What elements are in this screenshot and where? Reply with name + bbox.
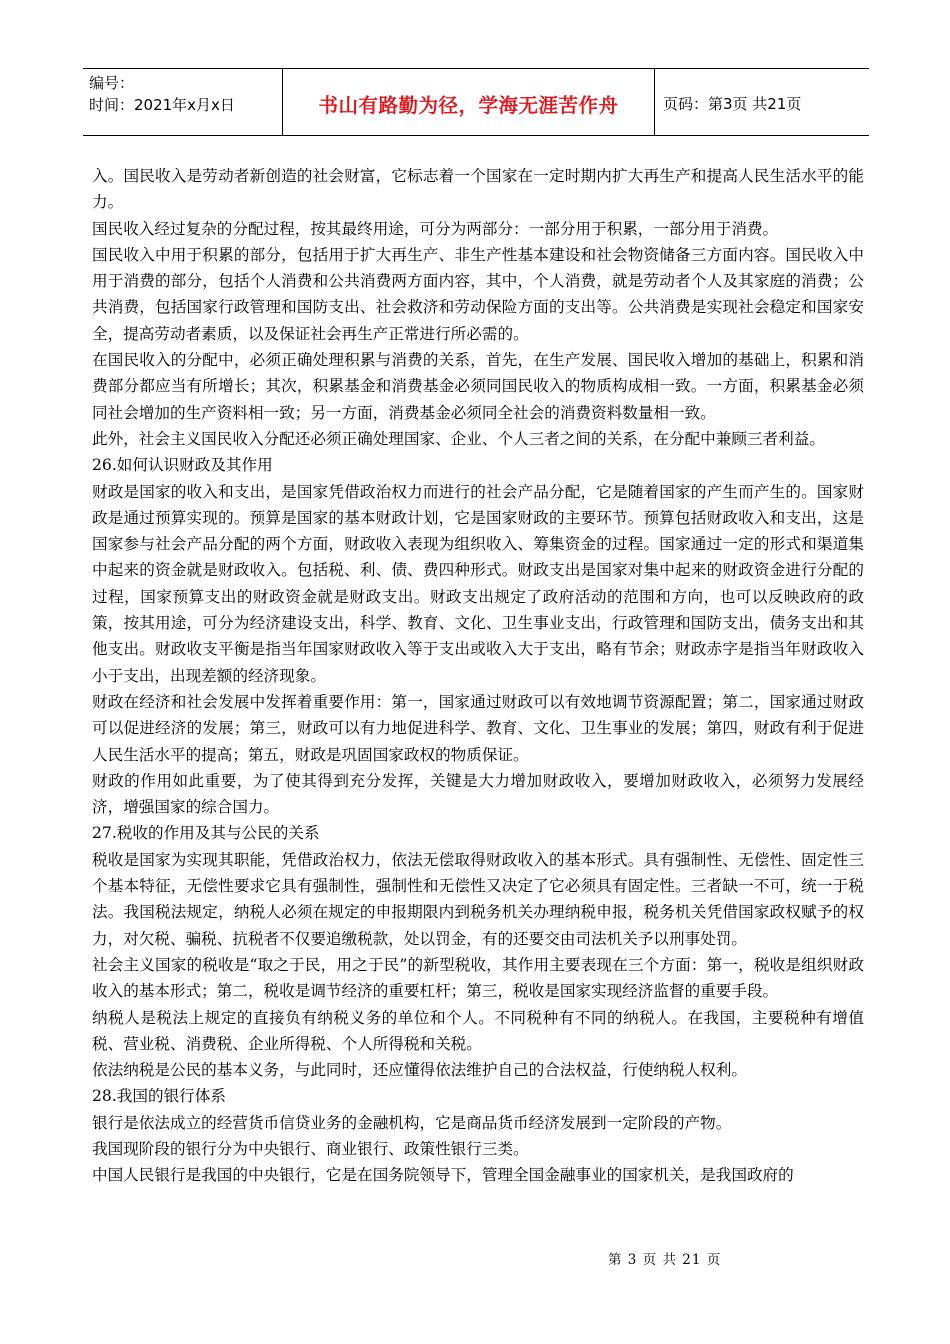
paragraph: 银行是依法成立的经营货币信贷业务的金融机构，它是商品货币经济发展到一定阶段的产物。	[92, 1113, 732, 1132]
page-header	[83, 68, 869, 136]
header-meta-cell	[83, 69, 283, 135]
section-heading: 28.我国的银行体系	[92, 1087, 226, 1106]
paragraph: 财政是国家的收入和支出，是国家凭借政治权力而进行的社会产品分配，它是随着国家的产生而产生的。国家财政是通过预算实现的。预算是国家的基本财政计划，它是国家财政的主要环节。预算包括财政收入和支出，这是国家参与社会产品分配的两个方面，财政收入表现为组织收入、筹集资金的过程。国家通过一定的形式和渠道集中起来的资金就是财政收入。包括税、利、债、费四种形式。财政支出是国家对集中起来的财政资金进行分配的过程，国家预算支出的财政资金就是财政支出。财政支出规定了政府活动的范围和方向，也可以反映政府的政策，按其用途，可分为经济建设支出，科学、教育、文化、卫生事业支出，行政管理和国防支出，债务支出和其他支出。财政收支平衡是指当年国家财政收入等于支出或收入大于支出，略有节余；财政赤字是指当年财政收入小于支出，出现差额的经济现象。	[92, 482, 864, 685]
document-body	[92, 163, 864, 1189]
document-date-label: 时间：2021年x月x日	[89, 96, 235, 114]
section-heading: 26.如何认识财政及其作用	[92, 456, 273, 475]
paragraph: 国民收入经过复杂的分配过程，按其最终用途，可分为两部分：一部分用于积累，一部分用于消费。	[92, 219, 779, 238]
paragraph: 纳税人是税法上规定的直接负有纳税义务的单位和个人。不同税种有不同的纳税人。在我国，主要税种有增值税、营业税、消费税、企业所得税、个人所得税和关税。	[92, 1008, 864, 1053]
paragraph: 此外，社会主义国民收入分配还必须正确处理国家、企业、个人三者之间的关系，在分配中兼顾三者利益。	[92, 429, 825, 448]
page-footer: 第 3 页 共 21 页	[608, 1252, 722, 1268]
paragraph: 社会主义国家的税收是“取之于民，用之于民”的新型税收，其作用主要表现在三个方面：第一，税收是组织财政收入的基本形式；第二，税收是调节经济的重要杠杆；第三，税收是国家实现经济监督的重要手段。	[92, 955, 864, 1001]
paragraph: 国民收入中用于积累的部分，包括用于扩大再生产、非生产性基本建设和社会物资储备三方面内容。国民收入中用于消费的部分，包括个人消费和公共消费两方面内容，其中，个人消费，就是劳动者个人及其家庭的消费；公共消费，包括国家行政管理和国防支出、社会救济和劳动保险方面的支出等。公共消费是实现社会稳定和国家安全，提高劳动者素质，以及保证社会再生产正常进行所必需的。	[92, 245, 864, 343]
paragraph: 我国现阶段的银行分为中央银行、商业银行、政策性银行三类。	[92, 1139, 529, 1158]
paragraph: 入。国民收入是劳动者新创造的社会财富，它标志着一个国家在一定时期内扩大再生产和提高人民生活水平的能力。	[92, 167, 864, 212]
header-motto-cell	[283, 69, 655, 135]
paragraph: 中国人民银行是我国的中央银行，它是在国务院领导下，管理全国金融事业的国家机关，是我国政府的	[92, 1166, 794, 1185]
paragraph: 税收是国家为实现其职能，凭借政治权力，依法无偿取得财政收入的基本形式。具有强制性、无偿性、固定性三个基本特征，无偿性要求它具有强制性，强制性和无偿性又决定了它必须具有固定性。三者缺一不可，统一于税法。我国税法规定，纳税人必须在规定的申报期限内到税务机关办理纳税申报，税务机关凭借国家政权赋予的权力，对欠税、骗税、抗税者不仅要追缴税款，处以罚金，有的还要交由司法机关予以刑事处罚。	[92, 850, 864, 948]
document-number-label: 编号：	[89, 74, 135, 92]
paragraph: 依法纳税是公民的基本义务，与此同时，还应懂得依法维护自己的合法权益，行使纳税人权利。	[92, 1061, 747, 1080]
paragraph: 财政的作用如此重要，为了使其得到充分发挥，关键是大力增加财政收入，要增加财政收入，必须努力发展经济，增强国家的综合国力。	[92, 771, 864, 817]
paragraph: 财政在经济和社会发展中发挥着重要作用：第一，国家通过财政可以有效地调节资源配置；第二，国家通过财政可以促进经济的发展；第三，财政可以有力地促进科学、教育、文化、卫生事业的发展；第四，财政有利于促进人民生活水平的提高；第五，财政是巩固国家政权的物质保证。	[92, 692, 864, 764]
paragraph: 在国民收入的分配中，必须正确处理积累与消费的关系，首先，在生产发展、国民收入增加的基础上，积累和消费部分都应当有所增长；其次，积累基金和消费基金必须同国民收入的物质构成相一致。一方面，积累基金必须同社会增加的生产资料相一致；另一方面，消费基金必须同全社会的消费资料数量相一致。	[92, 351, 864, 422]
header-page-cell	[655, 72, 869, 135]
motto-text: 书山有路勤为径，学海无涯苦作舟	[318, 94, 619, 117]
section-heading: 27.税收的作用及其与公民的关系	[92, 824, 320, 843]
page-number-label: 页码：第3页 共21页	[663, 95, 802, 113]
